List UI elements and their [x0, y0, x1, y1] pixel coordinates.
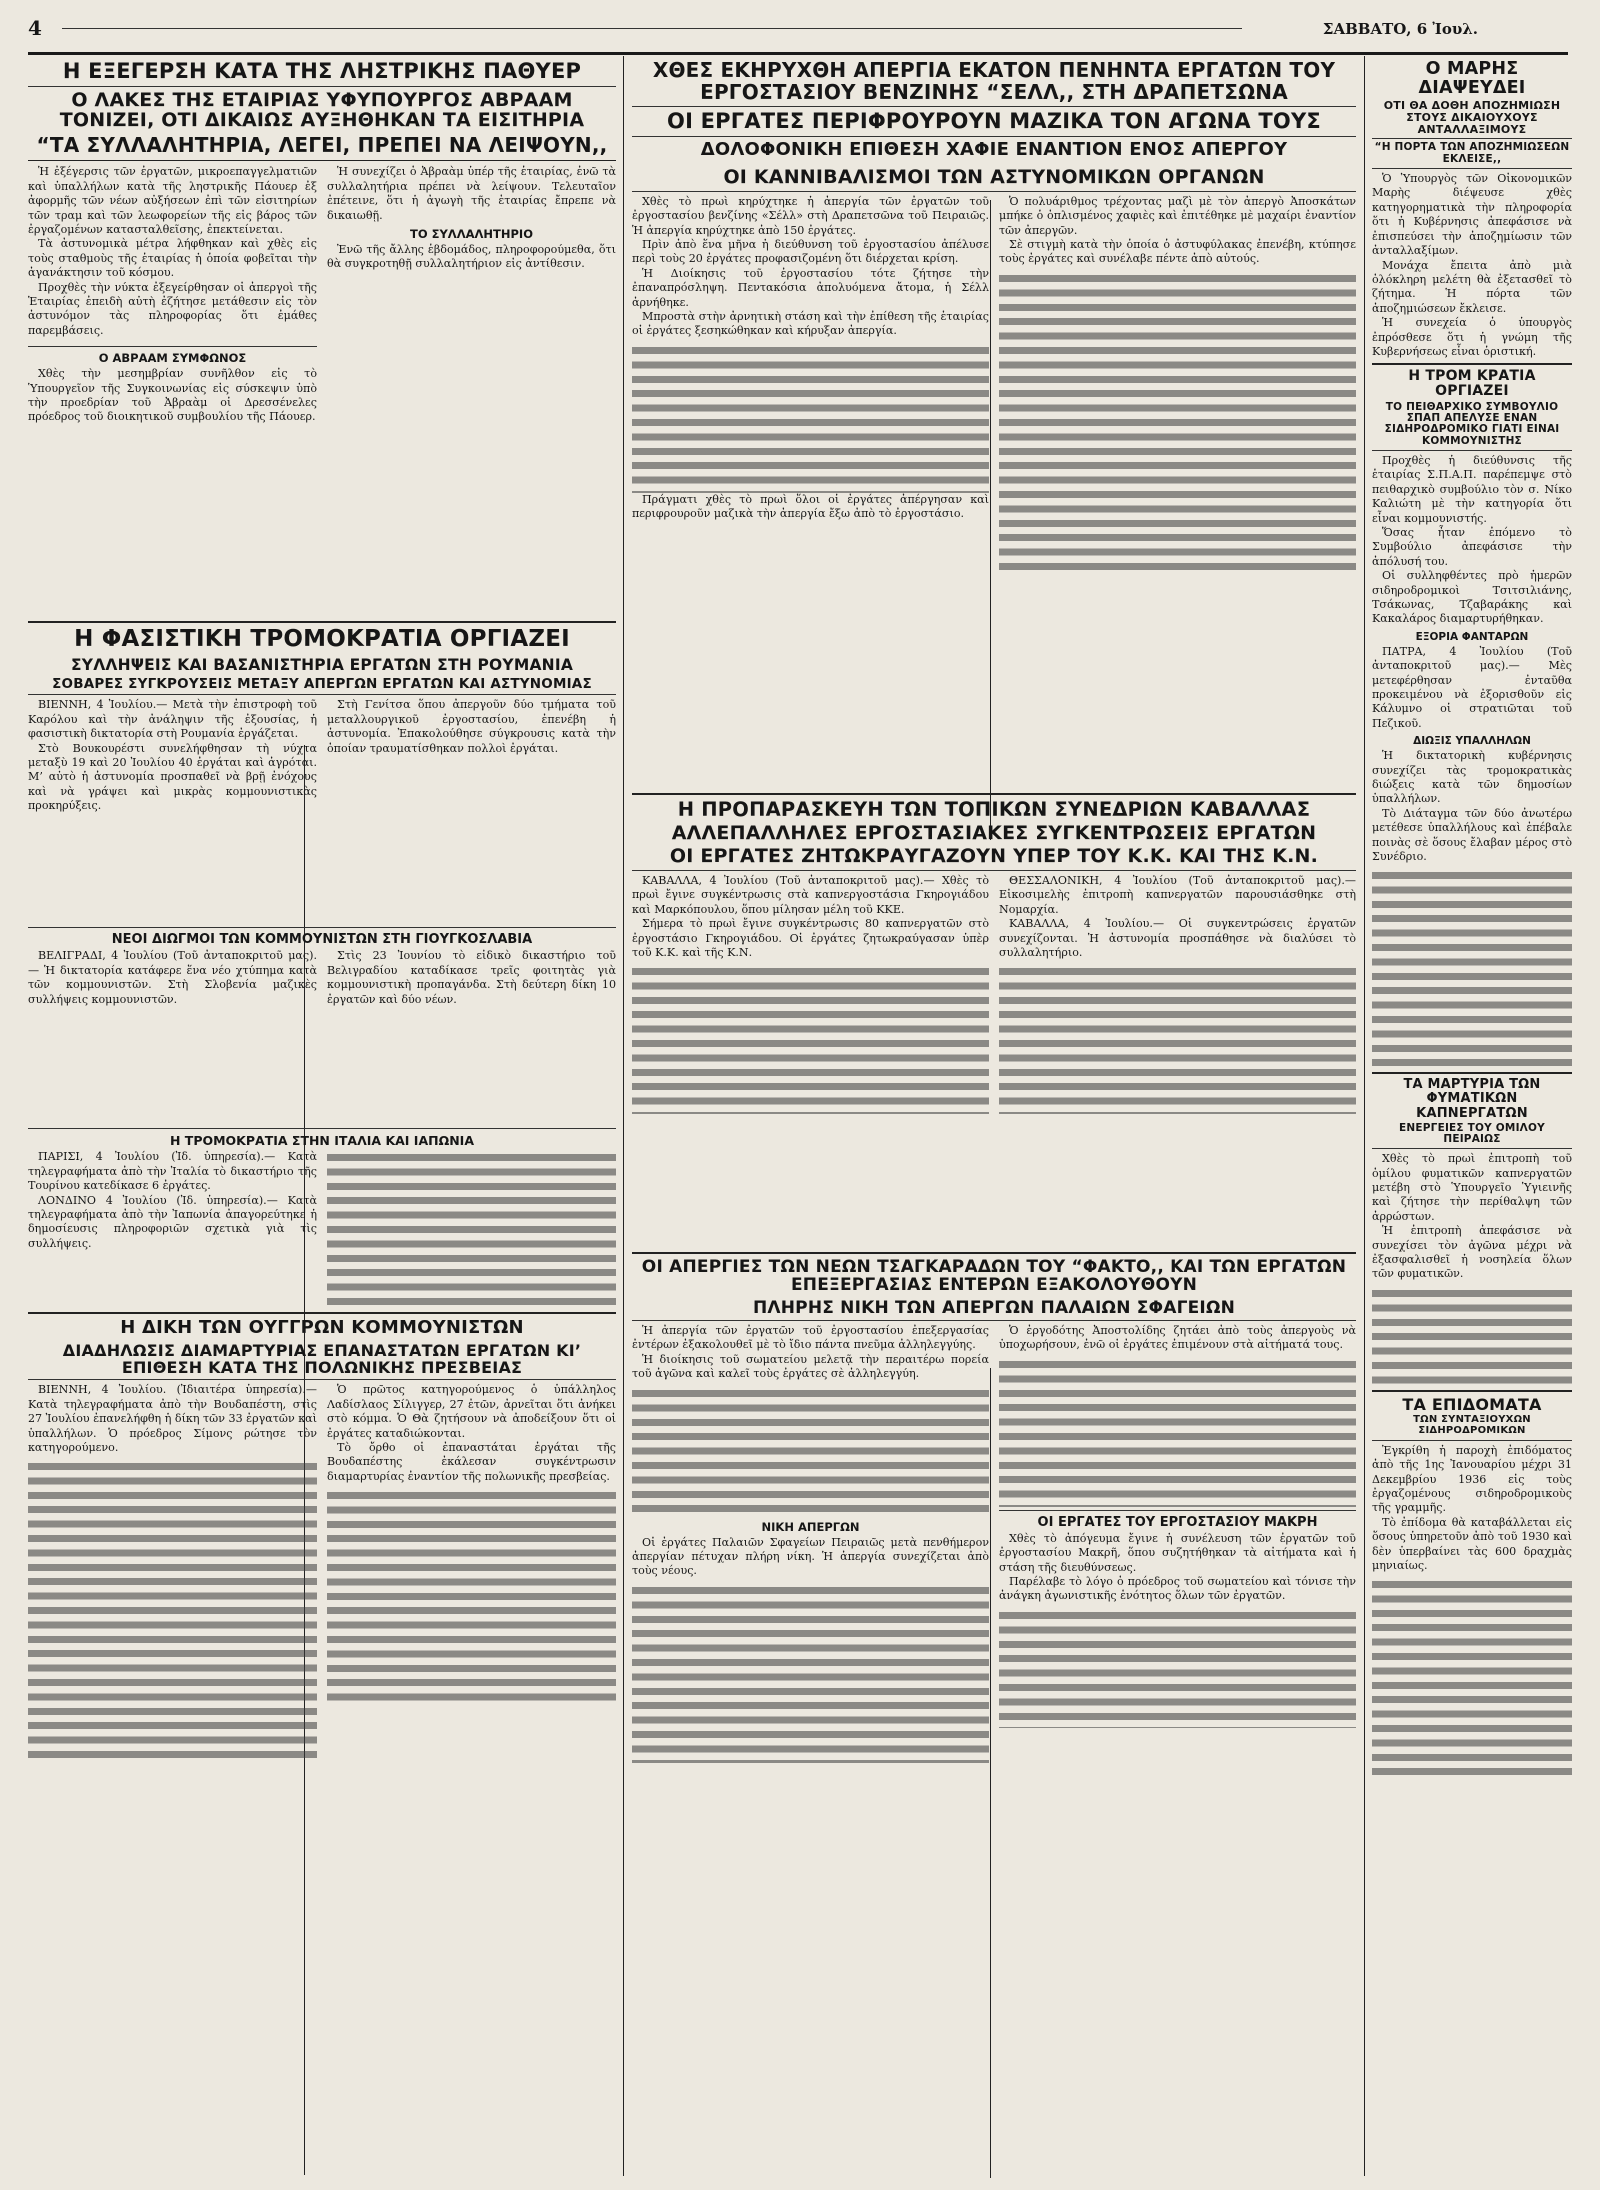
text-block	[632, 343, 989, 493]
masthead-rule	[62, 28, 1242, 29]
headline-hungarian-trial: Η ΔΙΚΗ ΤΩΝ ΟΥΓΓΡΩΝ ΚΟΜΜΟΥΝΙΣΤΩΝ	[120, 1317, 524, 1339]
text-block	[1372, 1286, 1572, 1386]
paragraph: Στὴ Γενίτσα ὅπου ἀπεργοῦν δύο τμήματα τοῦ μεταλλουργικοῦ ἐργοστασίου, ἐπενέβη ἡ ἀστυνομία. Ἐπακολούθησε σύγκρουσις κατὰ τὴν ὁποίαν τραυματίσθηκαν πολλοὶ ἐργάται.	[327, 698, 616, 755]
subheading-yugoslavia: ΝΕΟΙ ΔΙΩΓΜΟΙ ΤΩΝ ΚΟΜΜΟΥΝΙΣΤΩΝ ΣΤΗ ΓΙΟΥΓΚΟΣΛΑΒΙΑ	[111, 932, 533, 948]
article-tuberculosis	[1372, 1078, 1572, 1385]
paragraph: Ἡ ἐξέγερσις τῶν ἐργατῶν, μικροεπαγγελματιῶν καὶ ὑπαλλήλων κατὰ τῆς ληστρικῆς Πάουερ ἐξ ἀφορμῆς τῶν νέων αὐξήσεων ἐπὶ τῶν εἰσιτηρίων τῶν τραμ καὶ τῶν λεωφορείων τῆς εἰς βάρος τῶν ἐργαζομένων κατασταλθεῖσης, ἐπεκτείνεται.	[28, 165, 317, 236]
subheadline-slaughterhouse-win: ΠΛΗΡΗΣ ΝΙΚΗ ΤΩΝ ΑΠΕΡΓΩΝ ΠΑΛΑΙΩΝ ΣΦΑΓΕΙΩΝ	[752, 1297, 1236, 1318]
paragraph: Τὰ ἀστυνομικὰ μέτρα λήφθηκαν καὶ χθὲς εἰς τοὺς σταθμοὺς τῆς ἑταιρίας ἡ ὁποία φοβεῖται τὴν ἀγανάκτησιν τοῦ κόσμου.	[28, 237, 317, 280]
subheading-rally: ΤΟ ΣΥΛΛΑΛΗΤΗΡΙΟ	[410, 226, 533, 241]
subheadline-romania: ΣΥΛΛΗΨΕΙΣ ΚΑΙ ΒΑΣΑΝΙΣΤΗΡΙΑ ΕΡΓΑΤΩΝ ΣΤΗ ΡΟΥΜΑΝΙΑ	[70, 656, 574, 675]
paragraph: ΛΟΝΔΙΝΟ 4 Ἰουλίου (Ἰδ. ὑπηρεσία).— Κατὰ τηλεγραφήματα ἀπὸ τὴν Ἰαπωνία ἀπαγορεύτηκε ἡ δημοσίευσις πληροφοριῶν σχετικὰ γιὰ τὶς συλλήψεις.	[28, 1193, 317, 1250]
paragraph: Ἡ δικτατορικὴ κυβέρνησις συνεχίζει τὰς τρομοκρατικὰς διώξεις κατὰ τῶν δημοσίων ὑπαλλήλων.	[1372, 749, 1572, 806]
subheading-avraam: Ο ΑΒΡΑΑΜ ΣΥΜΦΩΝΟΣ	[98, 351, 247, 366]
subheading-strike-win: ΝΙΚΗ ΑΠΕΡΓΩΝ	[761, 1519, 860, 1534]
text-block	[1372, 868, 1572, 1068]
paragraph: ΒΕΛΙΓΡΑΔΙ, 4 Ἰουλίου (Τοῦ ἀνταποκριτοῦ μας).— Ἡ δικτατορία κατάφερε ἕνα νέο χτύπημα κατὰ τῶν κομμουνιστῶν. Στὴ Σλοβενία μαζικὲς συλλήψεις κομμουνιστῶν.	[28, 949, 317, 1006]
paragraph: ΒΙΕΝΝΗ, 4 Ἰουλίου. (Ἰδιαιτέρα ὑπηρεσία).— Κατὰ τηλεγραφήματα ἀπὸ τὴν Βουδαπέστη, στὶς 27 Ἰουλίου ἐπανελήφθη ἡ δίκη τῶν 33 ἐργατῶν καὶ ὑπαλλήλων. Ὁ πρόεδρος Σίμονς ρώτησε τὸν κατηγορούμενο.	[28, 1383, 317, 1455]
paragraph: ΠΑΤΡΑ, 4 Ἰουλίου (Τοῦ ἀνταποκριτοῦ μας).— Μὲς μετεφέρθησαν ἐνταῦθα προκειμένου νὰ ἐξορισθοῦν εἰς Κάλυμνο οἱ στρατιῶται τοῦ Πεζικοῦ.	[1372, 644, 1572, 730]
subheadline-polish-embassy: ΔΙΑΔΗΛΩΣΙΣ ΔΙΑΜΑΡΤΥΡΙΑΣ ΕΠΑΝΑΣΤΑΤΩΝ ΕΡΓΑΤΩΝ ΚΙ’ ΕΠΙΘΕΣΗ ΚΑΤΑ ΤΗΣ ΠΟΛΩΝΙΚΗΣ ΠΡΕΣΒΕΙΑΣ	[62, 1340, 582, 1378]
paragraph: Οἱ συλληφθέντες πρὸ ἡμερῶν σιδηροδρομικοὶ Τσιτσιλιάνης, Τσάκωνας, Τζαβαράκης καὶ Κακαλάρος διαμαρτυρήθηκαν.	[1372, 569, 1572, 626]
paragraph: Ὁ πολυάριθμος τρέχοντας μαζὶ μὲ τὸν ἀπεργὸ Ἀποσκάτων μπήκε ὁ ὁπλισμένος χαφιὲς καὶ ἐπιτέθηκε μὲ μαχαίρι ἐναντίον τῶν ἀπεργῶν.	[999, 194, 1356, 237]
article-romania	[28, 627, 616, 1308]
text-block	[999, 271, 1356, 571]
paragraph: ΒΙΕΝΝΗ, 4 Ἰουλίου.— Μετὰ τὴν ἐπιστροφὴ τοῦ Καρόλου καὶ τὴν ἀνάληψιν τῆς ἐξουσίας, ἡ φασιστικὴ δικτατορία στὴ Ρουμανία ἐργάζεται.	[28, 698, 317, 741]
paragraph: Μπροστὰ στὴν ἀρνητικὴ στάση καὶ τὴν ἐπίθεση τῆς ἑταιρίας οἱ ἐργάτες ξεσηκώθηκαν καὶ κήρυξαν ἀπεργία.	[632, 310, 989, 338]
paragraph: Σὲ στιγμὴ κατὰ τὴν ὁποία ὁ ἀστυφύλακας ἐπενέβη, κτύπησε τοὺς ἐργάτες καὶ συνέλαβε πέντε ἀπὸ αὐτούς.	[999, 238, 1356, 266]
paragraph: Ἡ διοίκησις τοῦ σωματείου μελετᾷ τὴν περαιτέρω πορεία τοῦ ἀγῶνα καὶ καλεῖ τοὺς ἐργάτες σὲ ἀλληλεγγύη.	[632, 1352, 989, 1381]
paragraph: Ἐγκρίθη ἡ παροχὴ ἐπιδόματος ἀπὸ τῆς 1ης Ἰανουαρίου μέχρι 31 Δεκεμβρίου 1936 εἰς τοὺς ἐργαζομένους σιδηροδρομικοὺς τῆς γραμμῆς.	[1372, 1443, 1572, 1515]
headline-martyrdom: ΤΑ ΜΑΡΤΥΡΙΑ ΤΩΝ ΦΥΜΑΤΙΚΩΝ ΚΑΠΝΕΡΓΑΤΩΝ	[1403, 1077, 1541, 1121]
article-pauer	[28, 60, 616, 611]
paragraph: Παρέλαβε τὸ λόγο ὁ πρόεδρος τοῦ σωματείου καὶ τόνισε τὴν ἀνάγκη ἀγωνιστικῆς ἑνότητος ὅλων τῶν ἐργατῶν.	[999, 1575, 1356, 1603]
column-right	[1372, 60, 1572, 2175]
text-block	[327, 1150, 616, 1308]
article-shell-strike	[632, 60, 1356, 785]
subheadline-rallies: “ΤΑ ΣΥΛΛΑΛΗΤΗΡΙΑ, ΛΕΓΕΙ, ΠΡΕΠΕΙ ΝΑ ΛΕΙΨΟΥΝ,,	[36, 132, 608, 157]
paragraph: Χθὲς τὴν μεσημβρίαν συνῆλθον εἰς τὸ Ὑπουργεῖον τῆς Συγκοινωνίας εἰς σύσκεψιν ὑπὸ τὴν προεδρίαν τοῦ Ἀβραὰμ οἱ Δρεσσένελες πρόεδρος τοῦ διοικητικοῦ συμβουλίου τῆς Πάουερ.	[28, 367, 317, 424]
headline-pauer: Η ΕΞΕΓΕΡΣΗ ΚΑΤΑ ΤΗΣ ΛΗΣΤΡΙΚΗΣ ΠΑΘΥΕΡ	[62, 60, 582, 83]
paragraph: Μονάχα ἔπειτα ἀπὸ μιὰ ὁλόκληρη μελέτη θὰ ἐξετασθεῖ τὸ ζήτημα. Ἡ πόρτα τῶν ἀποζημιώσεων ἔκλεισε.	[1372, 258, 1572, 315]
paragraph: Ἡ ἐπιτροπὴ ἀπεφάσισε νὰ συνεχίσει τὸν ἀγῶνα μέχρι νὰ ἐξασφαλισθεῖ ἡ νοσηλεία ὅλων τῶν φυματικῶν.	[1372, 1224, 1572, 1281]
issue-date: ΣΑΒΒΑΤΟ, 6 Ἰουλ.	[1322, 20, 1478, 38]
column-rule-2	[1364, 56, 1365, 2176]
paragraph: Ἐνῶ τῆς ἄλλης ἑβδομάδος, πληροφορούμεθα, ὅτι θὰ συγκροτηθῇ συλλαλητήριον εἰς ἀντίθεσιν.	[327, 242, 616, 271]
paragraph: Τὸ ἐπίδομα θὰ καταβάλλεται εἰς ὅσους ὑπηρετοῦν ἀπὸ τοῦ 1930 καὶ δὲν ὑπερβαίνει τὰς 600 δραχμὰς μηνιαίως.	[1372, 1515, 1572, 1572]
paragraph: Χθὲς τὸ πρωὶ κηρύχτηκε ἡ ἀπεργία τῶν ἐργατῶν τοῦ ἐργοστασίου βενζίνης «Σέλλ» στὴ Δραπετσῶνα τοῦ Πειραιῶς. Ἡ ἀπεργία κηρύχτηκε ἀπὸ 150 ἐργάτες.	[632, 194, 989, 237]
headline-terror: Η ΤΡΟΜ ΚΡΑΤΙΑ ΟΡΓΙΑΖΕΙ	[1408, 368, 1536, 400]
paragraph: Τὸ Διάταγμα τῶν δύο ἀνωτέρω μετέθεσε ὑπαλλήλους καὶ ἐπέβαλε ποινὰς σὲ ὅσους ἔλαβαν μέρος στὸ Συνέδριο.	[1372, 806, 1572, 864]
text-block	[999, 964, 1356, 1114]
paragraph: Χθὲς τὸ πρωὶ ἐπιτροπὴ τοῦ ὁμίλου φυματικῶν καπνεργατῶν μετέβη στὸ Ὑπουργεῖο Ὑγιεινῆς καὶ ζήτησε τὴν περίθαλψη τῶν ἀρρώστων.	[1372, 1152, 1572, 1223]
headline-shell-strike: ΧΘΕΣ ΕΚΗΡΥΧΘΗ ΑΠΕΡΓΙΑ ΕΚΑΤΟΝ ΠΕΝΗΝΤΑ ΕΡΓΑΤΩΝ ΤΟΥ ΕΡΓΟΣΤΑΣΙΟΥ ΒΕΝΖΙΝΗΣ “ΣΕΛΛ,, ΣΤΗ ΔΡΑΠΕΤΣΩΝΑ	[652, 60, 1336, 104]
paragraph: Ὁ Ὑπουργὸς τῶν Οἰκονομικῶν Μαρὴς διέψευσε χθὲς κατηγορηματικὰ τὴν πληροφορία ὅτι ἡ Κυβέρνησις ἀπεφάσισε νὰ ἐπισπεύσει τὴν ἀποζημίωσιν τῶν ἀνταλλαξίμων.	[1372, 172, 1572, 258]
headline-fakto: ΟΙ ΑΠΕΡΓΙΕΣ ΤΩΝ ΝΕΩΝ ΤΣΑΓΚΑΡΑΔΩΝ ΤΟΥ “ΦΑΚΤΟ,, ΚΑΙ ΤΩΝ ΕΡΓΑΤΩΝ ΕΠΕΞΕΡΓΑΣΙΑΣ ΕΝΤΕΡΩΝ ΕΞΑΚΟΛΟΥΘΟΥΝ	[641, 1256, 1347, 1296]
paragraph: Χθὲς τὸ ἀπόγευμα ἔγινε ἡ συνέλευση τῶν ἐργατῶν τοῦ ἐργοστασίου Μακρῆ, ὅπου συζητήθηκαν τὰ αἰτήματα καὶ ἡ στάση τῆς διευθύνσεως.	[999, 1531, 1356, 1574]
subheadline-cheers: ΟΙ ΕΡΓΑΤΕΣ ΖΗΤΩΚΡΑΥΓΑΖΟΥΝ ΥΠΕΡ ΤΟΥ Κ.Κ. ΚΑΙ ΤΗΣ Κ.Ν.	[669, 845, 1319, 868]
text-block	[28, 1459, 317, 1759]
paragraph: ΠΑΡΙΣΙ, 4 Ἰουλίου (Ἰδ. ὑπηρεσία).— Κατὰ τηλεγραφήματα ἀπὸ τὴν Ἰταλία τὸ δικαστήριο τῆς Τουρίνου κατεδίκασε 6 ἐργάτες.	[28, 1150, 317, 1193]
paragraph: Ἡ συνεχεία ὁ ὑπουργὸς ἐπρόσθεσε ὅτι ἡ γνώμη τῆς Κυβερνήσεως εἶναι ὁριστική.	[1372, 316, 1572, 358]
column-left	[28, 60, 616, 2175]
article-fakto	[632, 1258, 1356, 1914]
subheadline-piraeus-club: ΕΝΕΡΓΕΙΕΣ ΤΟΥ ΟΜΙΛΟΥ ΠΕΙΡΑΙΩΣ	[1399, 1121, 1545, 1145]
subheadline-clashes: ΣΟΒΑΡΕΣ ΣΥΓΚΡΟΥΣΕΙΣ ΜΕΤΑΞΥ ΑΠΕΡΓΩΝ ΕΡΓΑΤΩΝ ΚΑΙ ΑΣΤΥΝΟΜΙΑΣ	[52, 675, 592, 692]
paragraph: Στὸ Βουκουρέστι συνελήφθησαν τὴ νύχτα μεταξὺ 19 καὶ 20 Ἰουλίου 40 ἐργάται καὶ ἀγρόται. Μ’ αὐτὸ ἡ ἀστυνομία προσπαθεῖ νὰ βρῇ ἐνόχους καὶ νὰ γράψει καὶ μικρὰς κομμουνιστικὰς προκηρύξεις.	[28, 741, 317, 813]
paragraph: Ὅσας ἦταν ἐπόμενο τὸ Συμβούλιο ἀπεφάσισε τὴν ἀπόλυσή του.	[1372, 525, 1572, 568]
text-block	[632, 964, 989, 1114]
headline-fascist-terror: Η ΦΑΣΙΣΤΙΚΗ ΤΡΟΜΟΚΡΑΤΙΑ ΟΡΓΙΑΖΕΙ	[74, 626, 570, 653]
paragraph: Στὶς 23 Ἰουνίου τὸ εἰδικὸ δικαστήριο τοῦ Βελιγραδίου καταδίκασε τρεῖς φοιτητὰς γιὰ κομμουνιστικὴ προπαγάνδα. Στὴ δεύτερη δίκη 10 ἐργατῶν καὶ δύο νέων.	[327, 949, 616, 1006]
column-rule-1	[623, 56, 624, 2176]
paragraph: Σήμερα τὸ πρωὶ ἔγινε συγκέντρωσις 80 καπνεργατῶν στὸ ἐργοστάσιο Γκηρογιάδου. Οἱ ἐργάτες ζητωκραύγασαν ὑπὲρ τοῦ Κ.Κ. καὶ τῆς Κ.Ν.	[632, 917, 989, 959]
article-kavala	[632, 799, 1356, 1244]
subheadline-compensation: ΟΤΙ ΘΑ ΔΟΘΗ ΑΠΟΖΗΜΙΩΣΗ ΣΤΟΥΣ ΔΙΚΑΙΟΥΧΟΥΣ ΑΝΤΑΛΛΑΞΙΜΟΥΣ	[1383, 98, 1561, 136]
article-spap	[1372, 369, 1572, 1068]
paragraph: Ἡ ἀπεργία τῶν ἐργατῶν τοῦ ἐργοστασίου ἐπεξεργασίας ἐντέρων ἐξακολουθεῖ μὲ τὸ ἴδιο πάντα πνεῦμα ἀλληλεγγύης.	[632, 1323, 989, 1352]
article-hungary	[28, 1318, 616, 1803]
page-number: 4	[28, 16, 42, 40]
text-block	[327, 1488, 616, 1708]
headline-benefits: ΤΑ ΕΠΙΔΟΜΑΤΑ	[1402, 1394, 1542, 1414]
paragraph: ΚΑΒΑΛΛΑ, 4 Ἰουλίου.— Οἱ συγκεντρώσεις ἐργατῶν συνεχίζονται. Ἡ ἀστυνομία προσπάθησε νὰ διαλύσει τὸ συλλαλητήριο.	[999, 917, 1356, 959]
paragraph: ΘΕΣΣΑΛΟΝΙΚΗ, 4 Ἰουλίου (Τοῦ ἀνταποκριτοῦ μας).— Εἰκοσιμελὴς ἐπιτροπὴ καπνεργατῶν παρουσιάσθηκε στὴ Νομαρχία.	[999, 873, 1356, 916]
paragraph: Τὸ ὄρθο οἱ ἐπαναστάται ἐργάται τῆς Βουδαπέστης ἐκάλεσαν συγκέντρωσιν διαμαρτυρίας ἐναντίον τῆς πολωνικῆς πρεσβείας.	[327, 1441, 616, 1483]
paragraph: Οἱ ἐργάτες Παλαιῶν Σφαγείων Πειραιῶς μετὰ πενθήμερον ἀπεργίαν πέτυχαν πλήρη νίκη. Ἡ ἀπεργία συνεχίζεται ἀπὸ τοὺς νέους.	[632, 1535, 989, 1578]
paragraph: Προχθὲς τὴν νύκτα ἐξεγείρθησαν οἱ ἀπεργοὶ τῆς Ἑταιρίας ἐπειδὴ αὐτὴ ἐζήτησε μετάθεσιν εἰς τὸν ἀστυνόμον τὰς πληροφορίας ὅτι ἐμάθες παρεμβάσεις.	[28, 280, 317, 337]
headline-kavala: Η ΠΡΟΠΑΡΑΣΚΕΥΗ ΤΩΝ ΤΟΠΙΚΩΝ ΣΥΝΕΔΡΙΩΝ ΚΑΒΑΛΛΑΣ	[677, 797, 1311, 821]
subheading-makris: ΟΙ ΕΡΓΑΤΕΣ ΤΟΥ ΕΡΓΟΣΤΑΣΙΟΥ ΜΑΚΡΗ	[1037, 1514, 1318, 1530]
paragraph: Ὁ ἐργοδότης Ἀποστολίδης ζητάει ἀπὸ τοὺς ἀπεργοὺς νὰ ὑποχωρήσουν, ἐνῶ οἱ ἐργάτες ἐπιμένουν στὰ αἰτήματά τους.	[999, 1323, 1356, 1352]
text-block	[999, 1608, 1356, 1728]
paragraph: Πρὶν ἀπὸ ἕνα μῆνα ἡ διεύθυνση τοῦ ἐργοστασίου ἀπέλυσε περὶ τοὺς 20 ἐργάτες προφασιζομένη ὅτι διέρχεται κρίση.	[632, 238, 989, 266]
subheadline-cannibalism: ΟΙ ΚΑΝΝΙΒΑΛΙΣΜΟΙ ΤΩΝ ΑΣΤΥΝΟΜΙΚΩΝ ΟΡΓΑΝΩΝ	[723, 166, 1265, 189]
paragraph: Ἡ Διοίκησις τοῦ ἐργοστασίου τότε ζήτησε τὴν ἐπαναπρόσληψη. Πεντακόσια ἀπολυόμενα ἄτομα, ἡ Σέλλ ἀρνήθηκε.	[632, 266, 989, 309]
subheadline-avraam: Ο ΛΑΚΕΣ ΤΗΣ ΕΤΑΙΡΙΑΣ ΥΦΥΠΟΥΡΓΟΣ ΑΒΡΑΑΜ ΤΟΝΙΖΕΙ, ΟΤΙ ΔΙΚΑΙΩΣ ΑΥΞΗΘΗΚΑΝ ΤΑ ΕΙΣΙΤΗΡΙΑ	[59, 88, 585, 132]
subheadline-factory-meetings: ΑΛΛΕΠΑΛΛΗΛΕΣ ΕΡΓΟΣΤΑΣΙΑΚΕΣ ΣΥΓΚΕΝΤΡΩΣΕΙΣ ΕΡΓΑΤΩΝ	[671, 821, 1317, 844]
paragraph: Πράγματι χθὲς τὸ πρωὶ ὅλοι οἱ ἐργάτες ἀπέργησαν καὶ περιφρουροῦν μαζικὰ τὴν ἀπεργία ἔξω ἀπὸ τὸ ἐργοστάσιο.	[632, 492, 989, 521]
text-block	[632, 1386, 989, 1516]
paragraph: Ὁ πρῶτος κατηγορούμενος ὁ ὑπάλληλος Λαδίσλαος Σίλιγγερ, 27 ἐτῶν, ἀρνεῖται ὅτι ἀνήκει στὸ κόμμα. Ὁ Θὰ ζητήσουν νὰ ἀποδείξουν ὅτι οἱ ἐργάτες καταδιώκονται.	[327, 1383, 616, 1440]
paragraph: Ἡ συνεχίζει ὁ Ἀβραὰμ ὑπέρ τῆς ἑταιρίας, ἐνῶ τὰ συλλαλητήρια πρέπει νὰ λείψουν. Τελευταῖον ἐπέτεινε, ὅτι ἡ ἀγωγὴ τῆς ἑταιρίας ἔπρεπε νὰ δικαιωθῇ.	[327, 165, 616, 222]
subheadline-pensioners: ΤΩΝ ΣΥΝΤΑΞΙΟΥΧΩΝ ΣΙΔΗΡΟΔΡΟΜΙΚΩΝ	[1413, 1414, 1531, 1436]
paragraph: ΚΑΒΑΛΛΑ, 4 Ἰουλίου (Τοῦ ἀνταποκριτοῦ μας).— Χθὲς τὸ πρωὶ ἔγινε συγκέντρωσις στὰ καπνεργοστάσια Γκηρογιάδου καὶ Μαρκόπουλου, ὅπου μίλησαν μέλη τοῦ ΚΚΕ.	[632, 873, 989, 916]
article-maris	[1372, 60, 1572, 359]
subheadline-workers-guard: ΟΙ ΕΡΓΑΤΕΣ ΠΕΡΙΦΡΟΥΡΟΥΝ ΜΑΖΙΚΑ ΤΟΝ ΑΓΩΝΑ ΤΟΥΣ	[667, 109, 1321, 134]
subheading-employees: ΔΙΩΞΙΣ ΥΠΑΛΛΗΛΩΝ	[1413, 735, 1531, 748]
paragraph: Προχθὲς ἡ διεύθυνσις τῆς ἑταιρίας Σ.Π.Α.Π. παρέπεμψε στὸ πειθαρχικὸ συμβούλιο τὸν σ. Νίκο Καλιώτη μὲ τὴν κατηγορία ὅτι εἶναι κομμουνιστής.	[1372, 453, 1572, 525]
article-benefits	[1372, 1396, 1572, 1778]
subheadline-murderous-attack: ΔΟΛΟΦΟΝΙΚΗ ΕΠΙΘΕΣΗ ΧΑΦΙΕ ΕΝΑΝΤΙΟΝ ΕΝΟΣ ΑΠΕΡΓΟΥ	[700, 138, 1288, 160]
masthead-bar	[28, 12, 1568, 55]
subheadline-spap: ΤΟ ΠΕΙΘΑΡΧΙΚΟ ΣΥΜΒΟΥΛΙΟ ΣΠΑΠ ΑΠΕΛΥΣΕ ΕΝΑΝ ΣΙΔΗΡΟΔΡΟΜΙΚΟ ΓΙΑΤΙ ΕΙΝΑΙ ΚΟΜΜΟΥΝΙΣΤΗΣ	[1384, 400, 1560, 447]
subheading-italy-japan: Η ΤΡΟΜΟΚΡΑΤΙΑ ΣΤΗΝ ΙΤΑΛΙΑ ΚΑΙ ΙΑΠΩΝΙΑ	[169, 1133, 475, 1149]
headline-maris: Ο ΜΑΡΗΣ ΔΙΑΨΕΥΔΕΙ	[1418, 60, 1526, 98]
subheading-exile: ΕΞΟΡΙΑ ΦΑΝΤΑΡΩΝ	[1415, 630, 1529, 643]
subheadline-door-closed: “Η ΠΟΡΤΑ ΤΩΝ ΑΠΟΖΗΜΙΩΣΕΩΝ ΕΚΛΕΙΣΕ,,	[1374, 141, 1570, 165]
column-middle	[632, 60, 1356, 2175]
text-block	[632, 1583, 989, 1763]
text-block	[999, 1357, 1356, 1507]
text-block	[1372, 1577, 1572, 1777]
